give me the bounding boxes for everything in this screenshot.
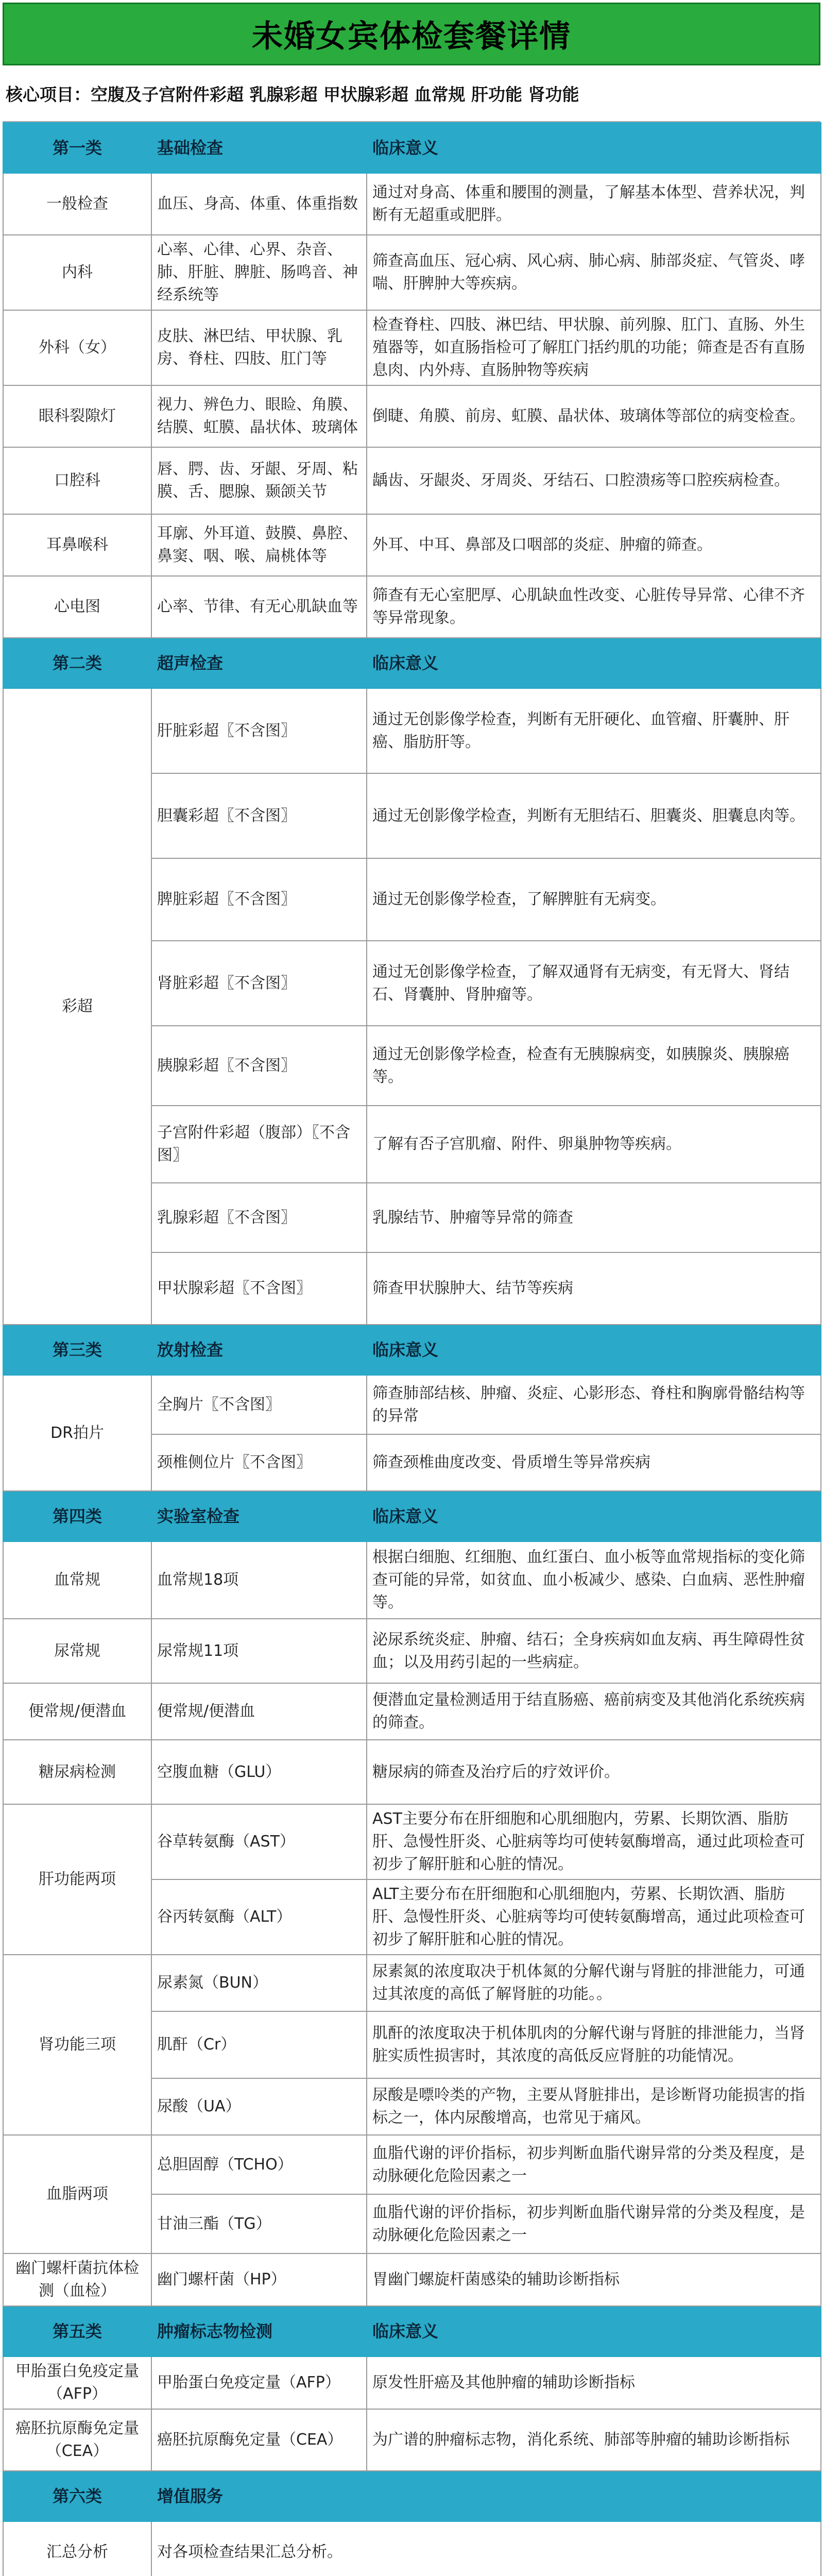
table-row: [3, 310, 821, 385]
table-row: [3, 2253, 821, 2306]
section-item-header: 实验室检查: [151, 1491, 367, 1541]
meaning-cell: 通过无创影像学检查，了解脾脏有无病变。: [367, 858, 821, 941]
meaning-cell: 筛查有无心室肥厚、心肌缺血性改变、心脏传导异常、心律不齐等异常现象。: [367, 576, 821, 638]
item-cell: 尿素氮（BUN）: [151, 1955, 367, 2011]
category-cell: 外科（女）: [3, 310, 151, 385]
item-cell: 尿常规11项: [151, 1619, 367, 1683]
item-cell: 耳廓、外耳道、鼓膜、鼻腔、鼻窦、咽、喉、扁桃体等: [151, 514, 367, 576]
meaning-cell: 通过无创影像学检查，了解双通肾有无病变，有无肾大、肾结石、肾囊肿、肾肿瘤等。: [367, 941, 821, 1026]
item-cell: 肌酐（Cr）: [151, 2011, 367, 2078]
service-desc: 对各项检查结果汇总分析。: [151, 2521, 821, 2576]
table-row: [3, 688, 821, 773]
category-cell: 幽门螺杆菌抗体检测（血检）: [3, 2253, 151, 2306]
meaning-cell: ALT主要分布在肝细胞和心肌细胞内，劳累、长期饮酒、脂肪肝、急慢性肝炎、心脏病等均可使转氨酶增高，通过此项检查可初步了解肝脏和心脏的情况。: [367, 1879, 821, 1955]
category-cell: 便常规/便潜血: [3, 1683, 151, 1740]
core-items-line: 核心项目：空腹及子宫附件彩超 乳腺彩超 甲状腺彩超 血常规 肝功能 肾功能: [3, 65, 820, 122]
category-cell: 耳鼻喉科: [3, 514, 151, 576]
item-cell: 肾脏彩超〖不含图〗: [151, 941, 367, 1026]
meaning-cell: 外耳、中耳、鼻部及口咽部的炎症、肿瘤的筛查。: [367, 514, 821, 576]
item-cell: 视力、辨色力、眼睑、角膜、结膜、虹膜、晶状体、玻璃体: [151, 385, 367, 447]
table-row: [3, 1955, 821, 2011]
section-item-header: 基础检查: [151, 123, 367, 173]
item-cell: 血压、身高、体重、体重指数: [151, 173, 367, 235]
section-category: 第三类: [3, 1325, 151, 1375]
section-category: 第六类: [3, 2471, 151, 2521]
table-row: [3, 2357, 821, 2409]
category-cell: 血脂两项: [3, 2135, 151, 2253]
category-cell: 肝功能两项: [3, 1804, 151, 1955]
item-cell: 颈椎侧位片〖不含图〗: [151, 1434, 367, 1491]
category-cell: 一般检查: [3, 173, 151, 235]
meaning-cell: 肌酐的浓度取决于机体肌肉的分解代谢与肾脏的排泄能力，当肾脏实质性损害时，其浓度的高低反应肾脏的功能情况。: [367, 2011, 821, 2078]
item-cell: 脾脏彩超〖不含图〗: [151, 858, 367, 941]
meaning-cell: 血脂代谢的评价指标，初步判断血脂代谢异常的分类及程度，是动脉硬化危险因素之一: [367, 2194, 821, 2253]
meaning-cell: 了解有否子宫肌瘤、附件、卵巢肿物等疾病。: [367, 1106, 821, 1183]
meaning-cell: 泌尿系统炎症、肿瘤、结石；全身疾病如血友病、再生障碍性贫血；以及用药引起的一些病症。: [367, 1619, 821, 1683]
category-cell: 血常规: [3, 1541, 151, 1619]
table-row: [3, 1541, 821, 1619]
meaning-cell: 胃幽门螺旋杆菌感染的辅助诊断指标: [367, 2253, 821, 2306]
item-cell: 幽门螺杆菌（HP）: [151, 2253, 367, 2306]
item-cell: 甲状腺彩超〖不含图〗: [151, 1252, 367, 1325]
item-cell: 谷草转氨酶（AST）: [151, 1804, 367, 1879]
section-meaning-header: 临床意义: [367, 638, 821, 688]
category-cell: 口腔科: [3, 447, 151, 514]
category-cell: 糖尿病检测: [3, 1740, 151, 1804]
table-row: [3, 1619, 821, 1683]
item-cell: 胆囊彩超〖不含图〗: [151, 773, 367, 858]
section-meaning-header: 临床意义: [367, 1325, 821, 1375]
item-cell: 谷丙转氨酶（ALT）: [151, 1879, 367, 1955]
item-cell: 肝脏彩超〖不含图〗: [151, 688, 367, 773]
table-row: [3, 235, 821, 310]
table-row: [3, 1804, 821, 1879]
section-meaning-header: 临床意义: [367, 1491, 821, 1541]
section-item-header: 肿瘤标志物检测: [151, 2306, 367, 2357]
section-header-row: [3, 1491, 821, 1541]
meaning-cell: 龋齿、牙龈炎、牙周炎、牙结石、口腔溃疡等口腔疾病检查。: [367, 447, 821, 514]
meaning-cell: AST主要分布在肝细胞和心肌细胞内，劳累、长期饮酒、脂肪肝、急慢性肝炎、心脏病等均可使转氨酶增高，通过此项检查可初步了解肝脏和心脏的情况。: [367, 1804, 821, 1879]
section-category: 第五类: [3, 2306, 151, 2357]
meaning-cell: 通过对身高、体重和腰围的测量，了解基本体型、营养状况，判断有无超重或肥胖。: [367, 173, 821, 235]
meaning-cell: 倒睫、角膜、前房、虹膜、晶状体、玻璃体等部位的病变检查。: [367, 385, 821, 447]
item-cell: 唇、腭、齿、牙龈、牙周、粘膜、舌、腮腺、颞颌关节: [151, 447, 367, 514]
section-header-row: [3, 2471, 821, 2521]
item-cell: 尿酸（UA）: [151, 2078, 367, 2135]
item-cell: 心率、节律、有无心肌缺血等: [151, 576, 367, 638]
table-row: [3, 385, 821, 447]
service-row: [3, 2521, 821, 2576]
meaning-cell: 尿酸是嘌呤类的产物，主要从肾脏排出，是诊断肾功能损害的指标之一，体内尿酸增高，也常见于痛风。: [367, 2078, 821, 2135]
item-cell: 胰腺彩超〖不含图〗: [151, 1026, 367, 1106]
category-cell: 尿常规: [3, 1619, 151, 1683]
section-category: 第一类: [3, 123, 151, 173]
category-cell: DR拍片: [3, 1375, 151, 1491]
table-row: [3, 1375, 821, 1434]
section-category: 第四类: [3, 1491, 151, 1541]
table-row: [3, 173, 821, 235]
item-cell: 子宫附件彩超（腹部）〖不含图〗: [151, 1106, 367, 1183]
section-header-row: [3, 2306, 821, 2357]
meaning-cell: 筛查高血压、冠心病、风心病、肺心病、肺部炎症、气管炎、哮喘、肝脾肿大等疾病。: [367, 235, 821, 310]
table-row: [3, 1683, 821, 1740]
meaning-cell: 乳腺结节、肿瘤等异常的筛查: [367, 1183, 821, 1252]
meaning-cell: 通过无创影像学检查，检查有无胰腺病变，如胰腺炎、胰腺癌等。: [367, 1026, 821, 1106]
category-cell: 甲胎蛋白免疫定量（AFP）: [3, 2357, 151, 2409]
table-row: [3, 2135, 821, 2194]
meaning-cell: 根据白细胞、红细胞、血红蛋白、血小板等血常规指标的变化筛查可能的异常，如贫血、血小板减少、感染、白血病、恶性肿瘤等。: [367, 1541, 821, 1619]
item-cell: 心率、心律、心界、杂音、肺、肝脏、脾脏、肠鸣音、神经系统等: [151, 235, 367, 310]
category-cell: 癌胚抗原酶免定量（CEA）: [3, 2409, 151, 2471]
meaning-cell: 糖尿病的筛查及治疗后的疗效评价。: [367, 1740, 821, 1804]
service-name: 汇总分析: [3, 2521, 151, 2576]
item-cell: 全胸片〖不含图〗: [151, 1375, 367, 1434]
section-category: 第二类: [3, 638, 151, 688]
table-row: [3, 576, 821, 638]
section-item-header: 增值服务: [151, 2471, 367, 2521]
category-cell: 眼科裂隙灯: [3, 385, 151, 447]
meaning-cell: 原发性肝癌及其他肿瘤的辅助诊断指标: [367, 2357, 821, 2409]
item-cell: 癌胚抗原酶免定量（CEA）: [151, 2409, 367, 2471]
meaning-cell: 尿素氮的浓度取决于机体氮的分解代谢与肾脏的排泄能力，可通过其浓度的高低了解肾脏的功能。。: [367, 1955, 821, 2011]
item-cell: 皮肤、淋巴结、甲状腺、乳房、脊柱、四肢、肛门等: [151, 310, 367, 385]
table-row: [3, 514, 821, 576]
page-title: 未婚女宾体检套餐详情: [252, 19, 571, 55]
section-meaning-header: 临床意义: [367, 2306, 821, 2357]
item-cell: 乳腺彩超〖不含图〗: [151, 1183, 367, 1252]
meaning-cell: 检查脊柱、四肢、淋巴结、甲状腺、前列腺、肛门、直肠、外生殖器等，如直肠指检可了解肛门括约肌的功能；筛查是否有直肠息肉、内外痔、直肠肿物等疾病: [367, 310, 821, 385]
meaning-cell: 为广谱的肿瘤标志物，消化系统、肺部等肿瘤的辅助诊断指标: [367, 2409, 821, 2471]
item-cell: 空腹血糖（GLU）: [151, 1740, 367, 1804]
category-cell: 彩超: [3, 688, 151, 1325]
meaning-cell: 通过无创影像学检查，判断有无肝硬化、血管瘤、肝囊肿、肝癌、脂肪肝等。: [367, 688, 821, 773]
table-row: [3, 447, 821, 514]
category-cell: 心电图: [3, 576, 151, 638]
section-item-header: 放射检查: [151, 1325, 367, 1375]
section-header-row: [3, 638, 821, 688]
item-cell: 血常规18项: [151, 1541, 367, 1619]
item-cell: 总胆固醇（TCHO）: [151, 2135, 367, 2194]
section-item-header: 超声检查: [151, 638, 367, 688]
meaning-cell: 筛查颈椎曲度改变、骨质增生等异常疾病: [367, 1434, 821, 1491]
category-cell: 内科: [3, 235, 151, 310]
page-title-bar: [3, 3, 820, 65]
meaning-cell: 血脂代谢的评价指标，初步判断血脂代谢异常的分类及程度，是动脉硬化危险因素之一: [367, 2135, 821, 2194]
section-header-row: [3, 1325, 821, 1375]
section-header-row: [3, 123, 821, 173]
meaning-cell: 筛查甲状腺肿大、结节等疾病: [367, 1252, 821, 1325]
meaning-cell: 便潜血定量检测适用于结直肠癌、癌前病变及其他消化系统疾病的筛查。: [367, 1683, 821, 1740]
category-cell: 肾功能三项: [3, 1955, 151, 2135]
item-cell: 便常规/便潜血: [151, 1683, 367, 1740]
checkup-table: [3, 122, 821, 2576]
table-row: [3, 2409, 821, 2471]
item-cell: 甲胎蛋白免疫定量（AFP）: [151, 2357, 367, 2409]
table-row: [3, 1740, 821, 1804]
section-meaning-header: 临床意义: [367, 123, 821, 173]
meaning-cell: 通过无创影像学检查，判断有无胆结石、胆囊炎、胆囊息肉等。: [367, 773, 821, 858]
meaning-cell: 筛查肺部结核、肿瘤、炎症、心影形态、脊柱和胸廓骨骼结构等的异常: [367, 1375, 821, 1434]
item-cell: 甘油三酯（TG）: [151, 2194, 367, 2253]
section-meaning-header: [367, 2471, 821, 2521]
